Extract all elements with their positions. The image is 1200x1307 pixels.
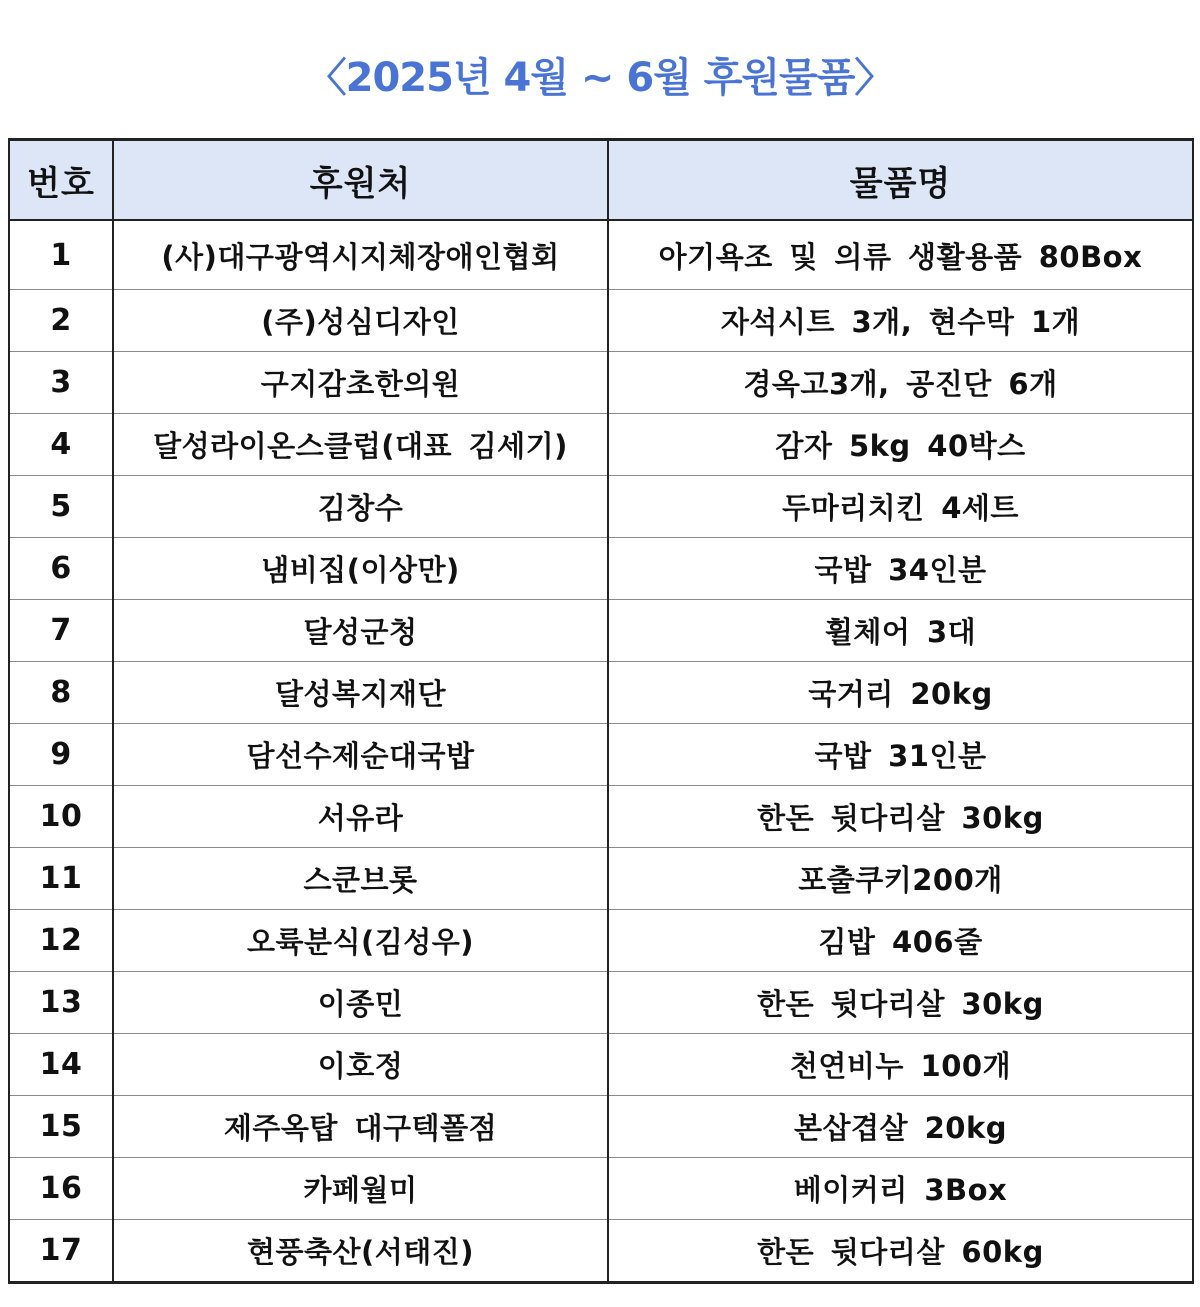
table-row [9, 414, 1193, 476]
row-donor: 카페월미 [113, 1158, 608, 1220]
donation-table [8, 138, 1194, 1284]
header-item: 물품명 [608, 140, 1193, 221]
row-donor: 달성군청 [113, 600, 608, 662]
row-item: 휠체어 3대 [608, 600, 1193, 662]
row-donor: 달성라이온스클럽(대표 김세기) [113, 414, 608, 476]
table-row [9, 538, 1193, 600]
table-row [9, 1220, 1193, 1283]
row-item: 한돈 뒷다리살 30kg [608, 786, 1193, 848]
row-number: 11 [9, 848, 113, 910]
header-number: 번호 [9, 140, 113, 221]
table-row [9, 910, 1193, 972]
row-number: 1 [9, 220, 113, 290]
row-number: 12 [9, 910, 113, 972]
table-row [9, 848, 1193, 910]
donation-table-container [8, 138, 1192, 1284]
row-number: 10 [9, 786, 113, 848]
table-row [9, 290, 1193, 352]
row-number: 7 [9, 600, 113, 662]
row-donor: 담선수제순대국밥 [113, 724, 608, 786]
row-number: 8 [9, 662, 113, 724]
row-item: 국거리 20kg [608, 662, 1193, 724]
row-item: 천연비누 100개 [608, 1034, 1193, 1096]
row-item: 국밥 31인분 [608, 724, 1193, 786]
row-item: 한돈 뒷다리살 60kg [608, 1220, 1193, 1283]
row-item: 자석시트 3개, 현수막 1개 [608, 290, 1193, 352]
row-donor: 제주옥탑 대구텍폴점 [113, 1096, 608, 1158]
row-number: 16 [9, 1158, 113, 1220]
row-donor: 김창수 [113, 476, 608, 538]
row-donor: 구지감초한의원 [113, 352, 608, 414]
table-row [9, 1158, 1193, 1220]
row-donor: 스쿤브롯 [113, 848, 608, 910]
row-item: 한돈 뒷다리살 30kg [608, 972, 1193, 1034]
row-number: 14 [9, 1034, 113, 1096]
row-donor: 냄비집(이상만) [113, 538, 608, 600]
table-row [9, 724, 1193, 786]
table-row [9, 972, 1193, 1034]
row-item: 감자 5kg 40박스 [608, 414, 1193, 476]
table-row [9, 1034, 1193, 1096]
row-donor: 이호정 [113, 1034, 608, 1096]
header-donor: 후원처 [113, 140, 608, 221]
row-item: 아기욕조 및 의류 생활용품 80Box [608, 220, 1193, 290]
row-donor: 서유라 [113, 786, 608, 848]
row-number: 13 [9, 972, 113, 1034]
row-item: 본삽겹살 20kg [608, 1096, 1193, 1158]
table-row [9, 352, 1193, 414]
row-number: 4 [9, 414, 113, 476]
table-row [9, 220, 1193, 290]
row-number: 6 [9, 538, 113, 600]
table-row [9, 1096, 1193, 1158]
row-donor: 현풍축산(서태진) [113, 1220, 608, 1283]
row-donor: 달성복지재단 [113, 662, 608, 724]
row-donor: (사)대구광역시지체장애인협회 [113, 220, 608, 290]
table-row [9, 786, 1193, 848]
row-item: 국밥 34인분 [608, 538, 1193, 600]
page-title: 〈2025년 4월 ~ 6월 후원물품〉 [306, 55, 894, 101]
row-number: 5 [9, 476, 113, 538]
row-number: 15 [9, 1096, 113, 1158]
row-item: 두마리치킨 4세트 [608, 476, 1193, 538]
row-item: 경옥고3개, 공진단 6개 [608, 352, 1193, 414]
row-donor: 이종민 [113, 972, 608, 1034]
table-header-row [9, 140, 1193, 221]
row-donor: 오륙분식(김성우) [113, 910, 608, 972]
table-row [9, 600, 1193, 662]
row-number: 9 [9, 724, 113, 786]
row-item: 김밥 406줄 [608, 910, 1193, 972]
table-row [9, 662, 1193, 724]
row-donor: (주)성심디자인 [113, 290, 608, 352]
row-number: 2 [9, 290, 113, 352]
row-item: 포출쿠키200개 [608, 848, 1193, 910]
row-item: 베이커리 3Box [608, 1158, 1193, 1220]
row-number: 17 [9, 1220, 113, 1283]
row-number: 3 [9, 352, 113, 414]
table-row [9, 476, 1193, 538]
